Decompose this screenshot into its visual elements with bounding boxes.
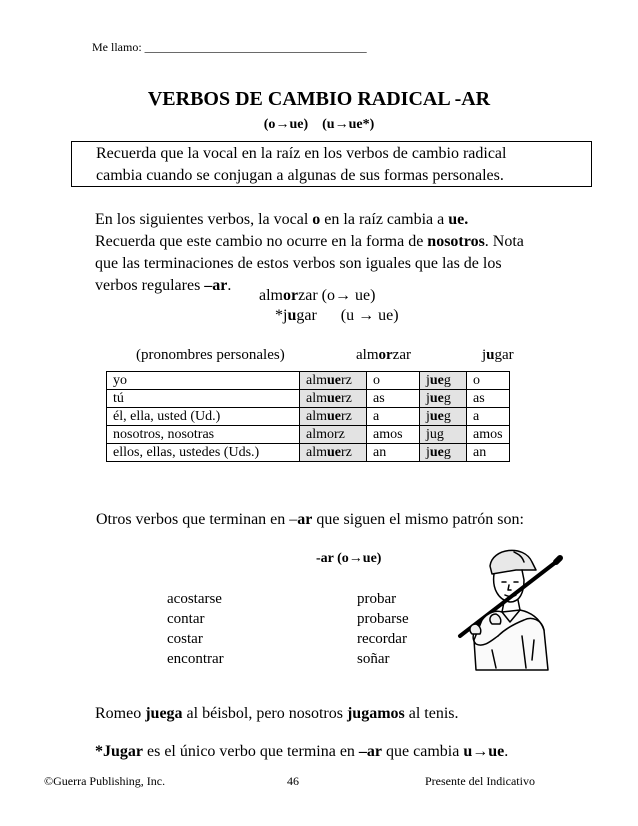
- almorzar-ending-cell: an: [367, 444, 420, 462]
- verbs-list-right: [357, 589, 409, 669]
- table-row: [107, 444, 510, 462]
- almorzar-ending-cell: a: [367, 408, 420, 426]
- table-row: [107, 390, 510, 408]
- list-item: recordar: [357, 631, 407, 647]
- arrow-icon: →: [348, 551, 363, 566]
- name-line: Me llamo: _____________________________________: [92, 40, 367, 54]
- almorzar-stem-cell: almuerz: [300, 408, 367, 426]
- paragraph-line-3: que las terminaciones de estos verbos son iguales que las de los: [95, 255, 502, 272]
- note-box: [71, 141, 592, 187]
- example-almorzar: almorzar (o→ ue): [259, 287, 376, 304]
- almorzar-stem-cell: almuerz: [300, 444, 367, 462]
- pronoun-cell: ellos, ellas, ustedes (Uds.): [107, 444, 300, 462]
- list-item: acostarse: [167, 591, 222, 607]
- list-item: contar: [167, 611, 205, 627]
- footer-copyright: ©Guerra Publishing, Inc.: [44, 774, 166, 788]
- paragraph-line-1: En los siguientes verbos, la vocal o en la raíz cambia a ue.: [95, 211, 469, 228]
- header-almorzar: almorzar: [356, 347, 411, 363]
- almorzar-ending-cell: amos: [367, 426, 420, 444]
- verbs-list-left: [167, 589, 224, 669]
- romeo-sentence: Romeo juega al béisbol, pero nosotros jugamos al tenis.: [95, 705, 459, 722]
- arrow-icon: →: [334, 117, 349, 132]
- pronoun-cell: tú: [107, 390, 300, 408]
- jugar-stem-cell: jueg: [420, 372, 467, 390]
- pattern-label: -ar (o→ue): [316, 551, 382, 566]
- pronoun-cell: yo: [107, 372, 300, 390]
- pronoun-cell: nosotros, nosotras: [107, 426, 300, 444]
- jugar-ending-cell: amos: [467, 426, 510, 444]
- otros-verbos-text: Otros verbos que terminan en –ar que siguen el mismo patrón son:: [96, 511, 524, 528]
- list-item: costar: [167, 631, 203, 647]
- table-row: [107, 408, 510, 426]
- footer-page-number: 46: [287, 774, 299, 788]
- list-item: probar: [357, 591, 397, 607]
- page-subtitle: [0, 117, 638, 133]
- almorzar-stem-cell: almuerz: [300, 372, 367, 390]
- subtitle-part4: ue*): [348, 117, 375, 132]
- jugar-stem-cell: jueg: [420, 408, 467, 426]
- subtitle-part2: ue): [289, 117, 309, 132]
- footer-section: Presente del Indicativo: [425, 774, 535, 788]
- jugar-stem-cell: jug: [420, 426, 467, 444]
- almorzar-ending-cell: as: [367, 390, 420, 408]
- pronoun-cell: él, ella, usted (Ud.): [107, 408, 300, 426]
- header-pronouns: (pronombres personales): [136, 347, 285, 363]
- note-line-2: cambia cuando se conjugan a algunas de sus formas personales.: [96, 167, 504, 184]
- almorzar-stem-cell: almuerz: [300, 390, 367, 408]
- table-row: [107, 372, 510, 390]
- jugar-ending-cell: an: [467, 444, 510, 462]
- table-row: [107, 426, 510, 444]
- list-item: soñar: [357, 651, 390, 667]
- subtitle-part1: (o: [263, 117, 276, 132]
- jugar-ending-cell: a: [467, 408, 510, 426]
- jugar-ending-cell: as: [467, 390, 510, 408]
- arrow-icon: →: [472, 743, 489, 760]
- jugar-ending-cell: o: [467, 372, 510, 390]
- subtitle-part3: (u: [322, 117, 335, 132]
- jugar-stem-cell: jueg: [420, 444, 467, 462]
- explanation-paragraph: [95, 209, 565, 297]
- baseball-player-icon: [452, 540, 564, 680]
- page-title: VERBOS DE CAMBIO RADICAL -AR: [147, 88, 491, 110]
- list-item: probarse: [357, 611, 409, 627]
- almorzar-ending-cell: o: [367, 372, 420, 390]
- list-item: encontrar: [167, 651, 224, 667]
- jugar-stem-cell: jueg: [420, 390, 467, 408]
- arrow-icon: →: [275, 117, 290, 132]
- jugar-note: *Jugar es el único verbo que termina en –ar que cambia u→ue.: [95, 743, 509, 760]
- example-jugar: *jugar (u → ue): [275, 307, 399, 324]
- almorzar-stem-cell: almorz: [300, 426, 367, 444]
- paragraph-line-2: Recuerda que este cambio no ocurre en la forma de nosotros. Nota: [95, 233, 524, 250]
- header-jugar: jugar: [482, 347, 514, 363]
- paragraph-line-4: verbos regulares –ar.: [95, 277, 232, 294]
- conjugation-table: [106, 371, 510, 462]
- note-line-1: Recuerda que la vocal en la raíz en los verbos de cambio radical: [96, 145, 507, 162]
